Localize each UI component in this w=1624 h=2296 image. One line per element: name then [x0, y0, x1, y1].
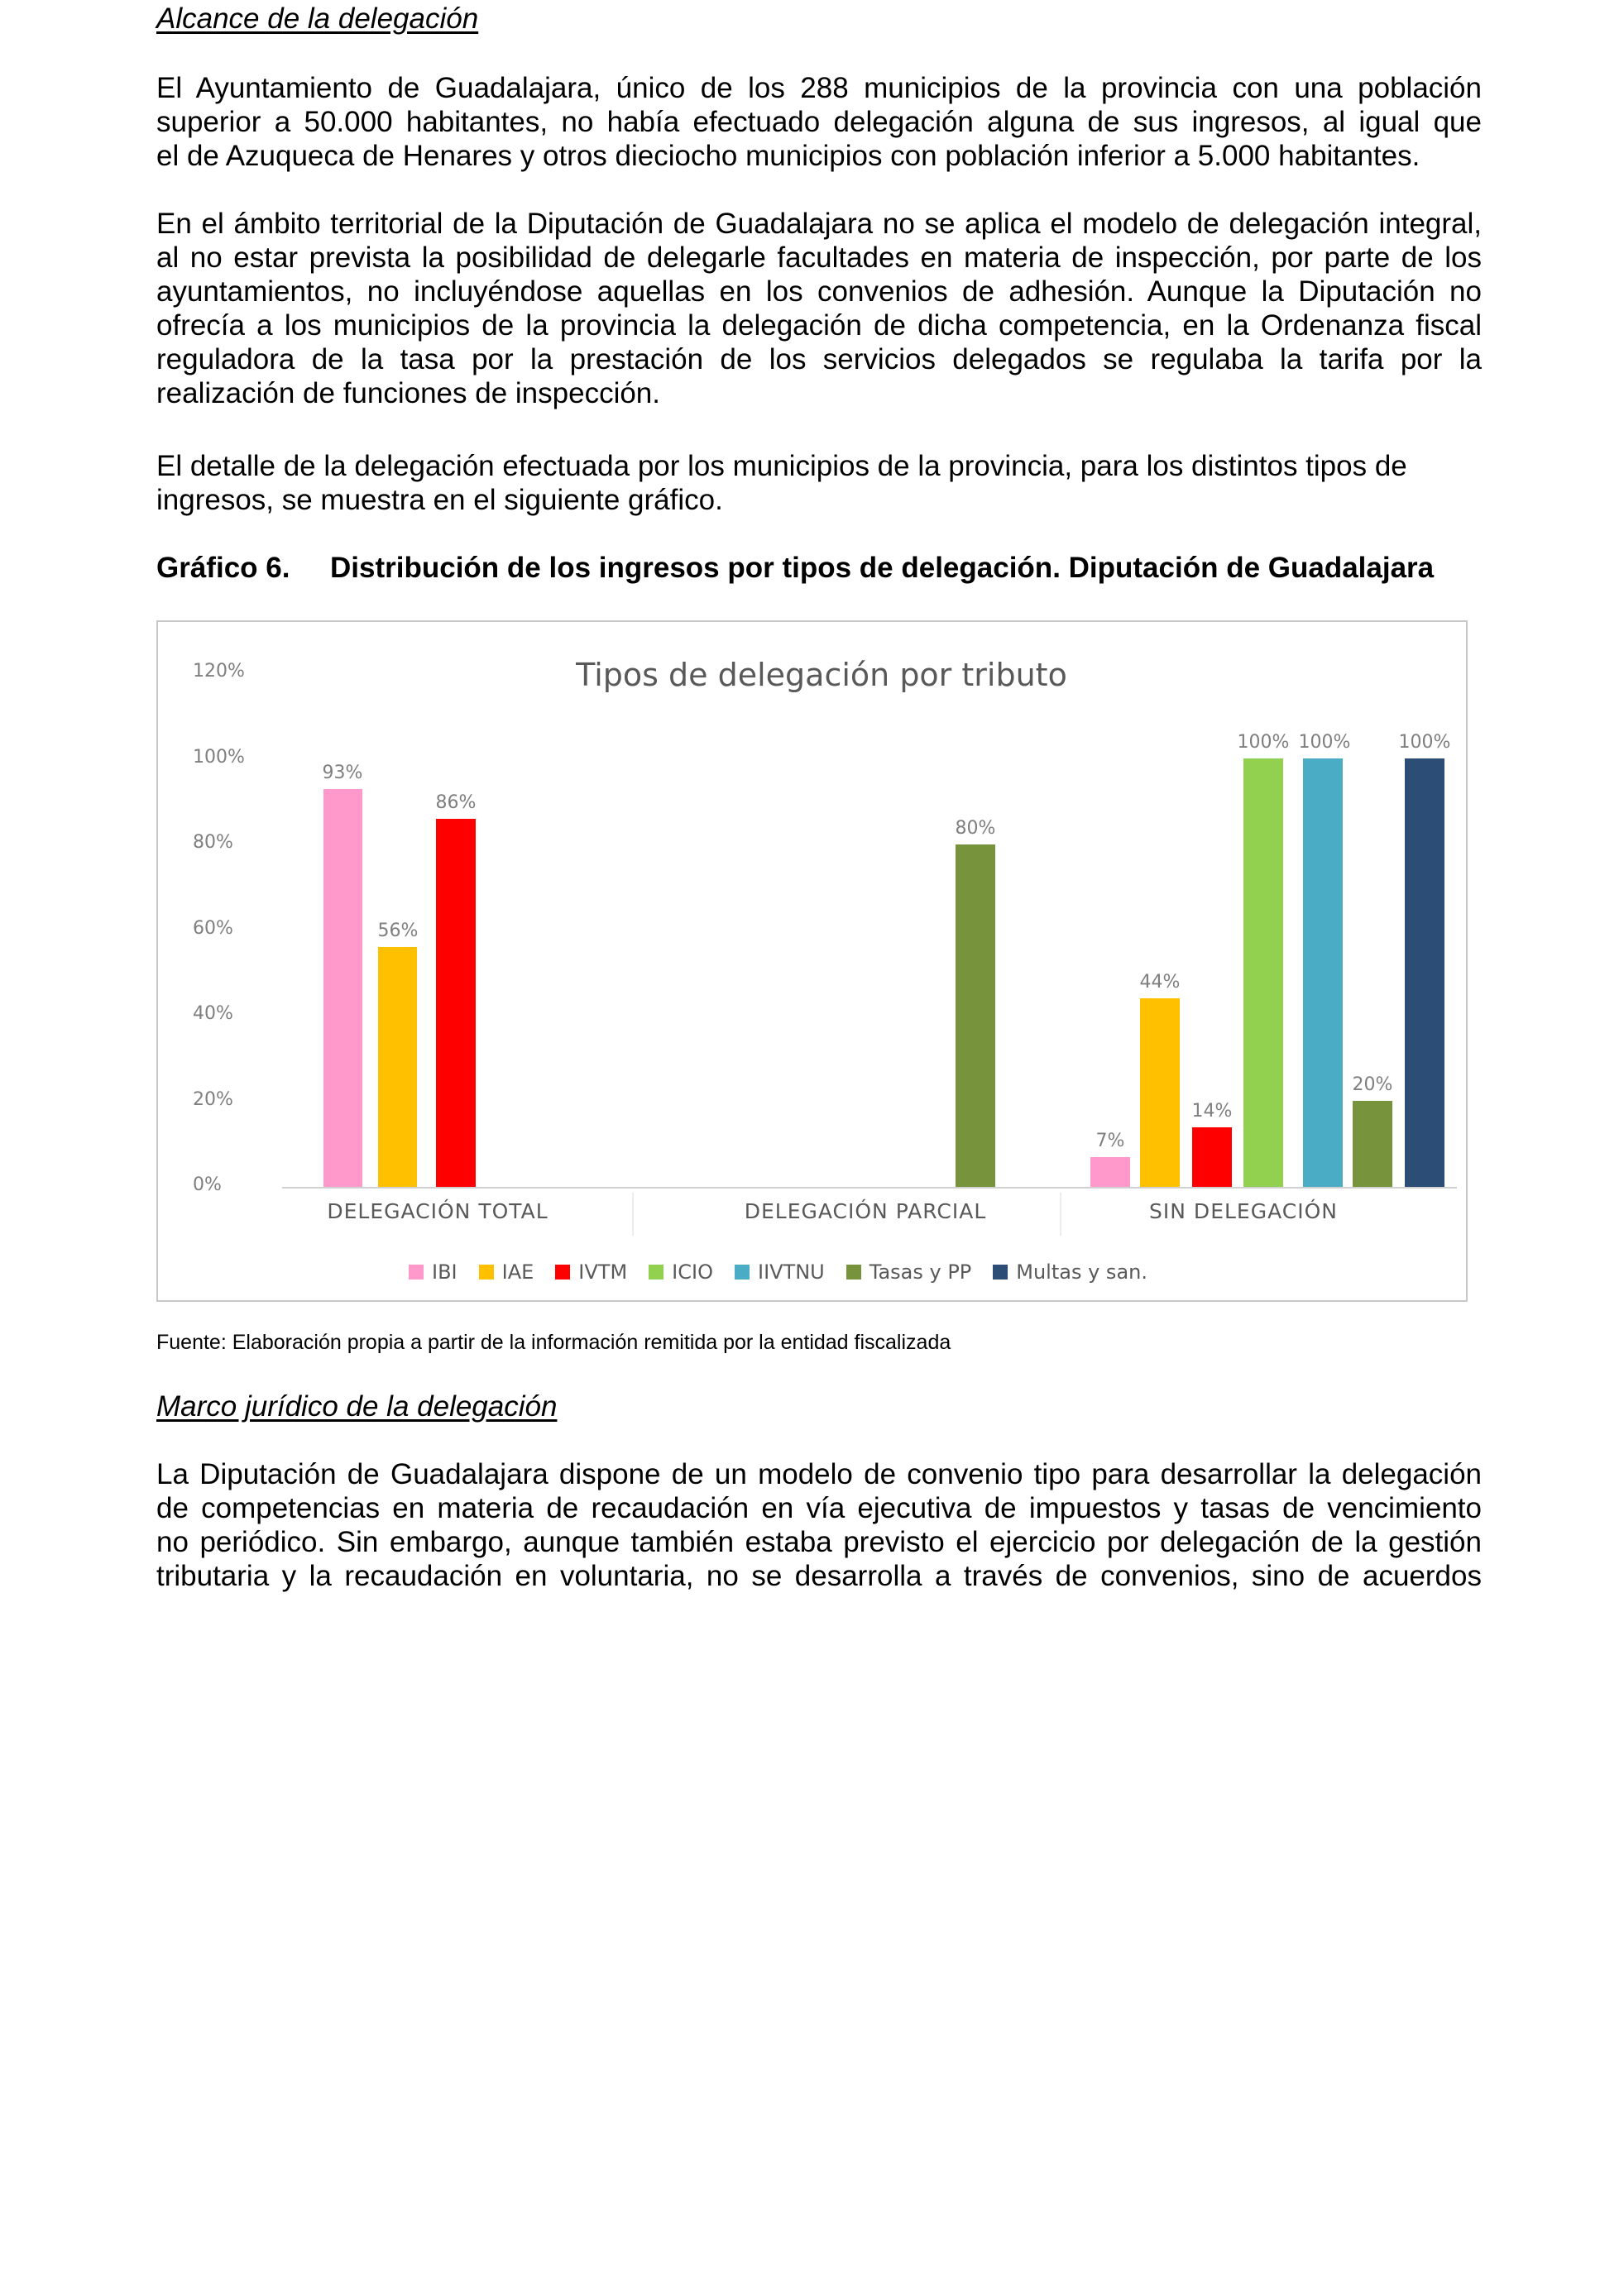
y-tick-100: 100% — [193, 747, 245, 768]
legend-item-iivtnu — [735, 1260, 825, 1284]
legend-label: IAE — [501, 1260, 534, 1284]
bar-label-total-ivtm: 86% — [435, 792, 477, 813]
bar-sin-iivtnu — [1303, 758, 1343, 1187]
x-axis-line — [282, 1187, 1457, 1189]
bar-label-sin-ibi: 7% — [1095, 1131, 1125, 1151]
legend-label: IBI — [432, 1260, 457, 1284]
section-heading-marco: Marco jurídico de la delegación — [156, 1390, 558, 1423]
legend-swatch-icon — [649, 1265, 663, 1280]
category-separator — [632, 1193, 634, 1236]
legend-item-multas — [993, 1260, 1147, 1284]
bar-label-sin-icio: 100% — [1237, 732, 1290, 753]
category-separator — [1060, 1193, 1061, 1236]
text-line: no periódico. Sin embargo, aunque también estaba previsto el ejercicio por delegación de la gestión — [156, 1526, 1482, 1558]
bar-label-sin-iivtnu: 100% — [1298, 732, 1351, 753]
text-line: reguladora de la tasa por la prestación de los servicios delegados se regulaba la tarifa por la — [156, 343, 1482, 375]
bar-sin-iae — [1140, 998, 1180, 1187]
text-line: el de Azuqueca de Henares y otros dieciocho municipios con población inferior a 5.000 habitantes. — [156, 140, 1420, 172]
figure-source: Fuente: Elaboración propia a partir de la información remitida por la entidad fiscalizada — [156, 1331, 951, 1354]
text-line: ofrecía a los municipios de la provincia la delegación de dicha competencia, en la Ordenanza fiscal — [156, 309, 1482, 342]
paragraph-4 — [156, 1457, 1482, 1593]
bar-sin-ivtm — [1192, 1127, 1232, 1187]
bar-sin-multas — [1405, 758, 1444, 1187]
legend-label: IVTM — [578, 1260, 628, 1284]
y-tick-40: 40% — [193, 1003, 233, 1024]
legend-swatch-icon — [846, 1265, 861, 1280]
legend-swatch-icon — [555, 1265, 570, 1280]
bar-total-iae — [378, 947, 417, 1187]
chart-legend — [409, 1260, 1147, 1284]
text-line: de competencias en materia de recaudación en vía ejecutiva de impuestos y tasas de vencimiento — [156, 1492, 1482, 1524]
bar-label-sin-multas: 100% — [1398, 732, 1451, 753]
legend-label: Tasas y PP — [869, 1260, 972, 1284]
legend-label: ICIO — [672, 1260, 713, 1284]
y-tick-0: 0% — [193, 1174, 222, 1195]
legend-swatch-icon — [479, 1265, 494, 1280]
text-line: al no estar prevista la posibilidad de delegarle facultades en materia de inspección, por parte de los — [156, 242, 1482, 274]
paragraph-3 — [156, 449, 1482, 517]
text-line: La Diputación de Guadalajara dispone de un modelo de convenio tipo para desarrollar la delegación — [156, 1458, 1482, 1490]
legend-swatch-icon — [735, 1265, 750, 1280]
figure-caption-text: Distribución de los ingresos por tipos de delegación. Diputación de Guadalajara — [330, 552, 1435, 584]
legend-item-icio — [649, 1260, 713, 1284]
text-line: El detalle de la delegación efectuada por los municipios de la provincia, para los distintos tipos de — [156, 450, 1407, 482]
figure-number: Gráfico 6. — [156, 552, 290, 584]
legend-item-ivtm — [555, 1260, 627, 1284]
section-heading-alcance: Alcance de la delegación — [156, 2, 479, 35]
legend-label: IIVTNU — [757, 1260, 825, 1284]
bar-label-parcial-tasas: 80% — [955, 818, 996, 839]
category-label-total: DELEGACIÓN TOTAL — [327, 1199, 549, 1223]
chart-title: Tipos de delegación por tributo — [576, 657, 1067, 693]
figure-caption — [156, 551, 1482, 585]
text-line: realización de funciones de inspección. — [156, 377, 660, 409]
text-line: ayuntamientos, no incluyéndose aquellas en los convenios de adhesión. Aunque la Diputación no — [156, 275, 1482, 308]
category-label-sin: SIN DELEGACIÓN — [1149, 1199, 1338, 1223]
bar-label-total-ibi: 93% — [322, 763, 363, 783]
text-line: El Ayuntamiento de Guadalajara, único de los 288 municipios de la provincia con una población — [156, 72, 1482, 104]
text-line: ingresos, se muestra en el siguiente gráfico. — [156, 484, 723, 516]
bar-label-sin-iae: 44% — [1139, 972, 1181, 993]
legend-swatch-icon — [409, 1265, 424, 1280]
category-label-parcial: DELEGACIÓN PARCIAL — [744, 1199, 987, 1223]
bar-sin-ibi — [1090, 1157, 1130, 1187]
legend-item-iae — [479, 1260, 534, 1284]
bar-sin-tasas — [1353, 1101, 1392, 1187]
legend-item-tasas — [846, 1260, 972, 1284]
y-tick-60: 60% — [193, 918, 233, 939]
bar-total-ivtm — [436, 819, 476, 1187]
bar-sin-icio — [1243, 758, 1283, 1187]
bar-total-ibi — [323, 789, 362, 1187]
y-tick-120: 120% — [193, 661, 245, 682]
paragraph-2 — [156, 207, 1482, 410]
bar-chart — [156, 620, 1468, 1302]
bar-label-total-iae: 56% — [377, 921, 419, 941]
legend-swatch-icon — [993, 1265, 1008, 1280]
text-line: En el ámbito territorial de la Diputación de Guadalajara no se aplica el modelo de delegación integral, — [156, 208, 1482, 240]
bar-label-sin-ivtm: 14% — [1191, 1101, 1233, 1122]
legend-label: Multas y san. — [1016, 1260, 1147, 1284]
paragraph-1 — [156, 71, 1482, 173]
legend-item-ibi — [409, 1260, 457, 1284]
bar-label-sin-tasas: 20% — [1352, 1074, 1393, 1095]
y-tick-80: 80% — [193, 832, 233, 853]
text-line: tributaria y la recaudación en voluntaria, no se desarrolla a través de convenios, sino de acuerdos — [156, 1560, 1482, 1592]
bar-parcial-tasas — [956, 844, 995, 1187]
y-tick-20: 20% — [193, 1089, 233, 1110]
text-line: superior a 50.000 habitantes, no había efectuado delegación alguna de sus ingresos, al igual que — [156, 106, 1482, 138]
